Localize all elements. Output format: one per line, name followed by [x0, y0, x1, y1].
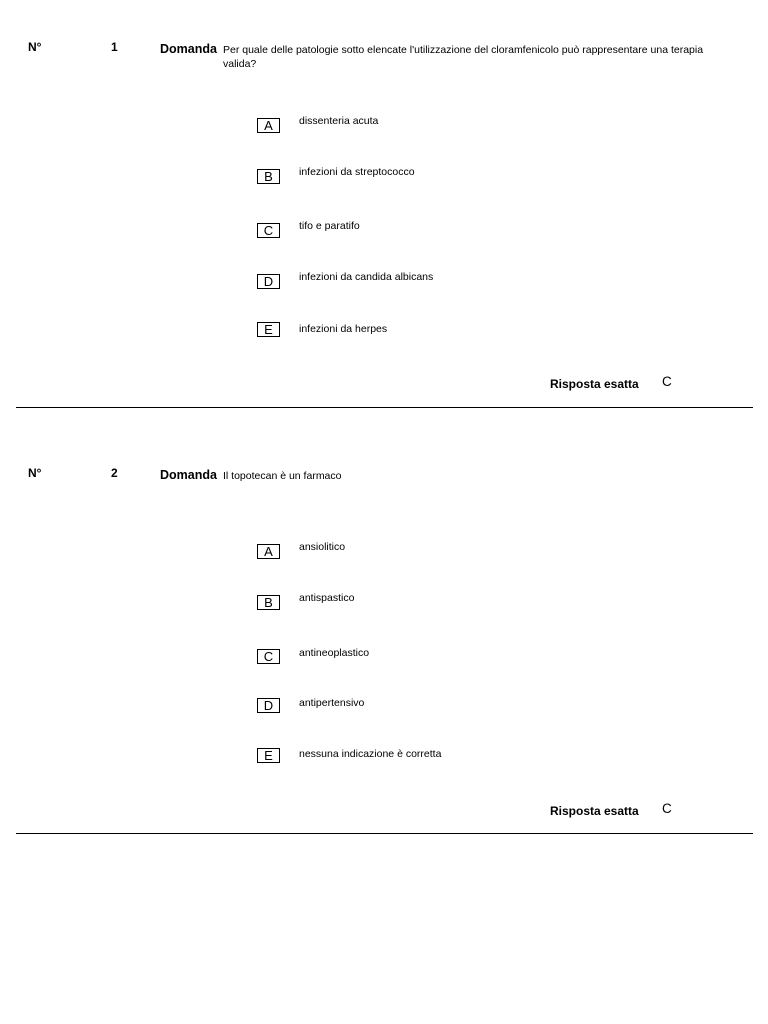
number-label: N°	[28, 466, 42, 480]
question-number: 2	[111, 466, 118, 480]
option-c-text: tifo e paratifo	[299, 220, 360, 232]
option-e-text: nessuna indicazione è corretta	[299, 748, 442, 760]
option-a-text: dissenteria acuta	[299, 115, 379, 127]
answer-value: C	[662, 374, 672, 389]
option-c-text: antineoplastico	[299, 647, 370, 659]
question-block-2	[0, 426, 768, 851]
number-label: N°	[28, 40, 42, 54]
option-a-box: A	[257, 544, 280, 559]
option-d-text: infezioni da candida albicans	[299, 271, 434, 283]
option-e-box: E	[257, 748, 280, 763]
option-a-text: ansiolitico	[299, 541, 346, 553]
question-text: Il topotecan è un farmaco	[223, 470, 342, 482]
option-d-box: D	[257, 274, 280, 289]
option-b-box: B	[257, 595, 280, 610]
question-number: 1	[111, 40, 118, 54]
option-e-text: infezioni da herpes	[299, 323, 388, 335]
answer-label: Risposta esatta	[550, 377, 639, 391]
answer-label: Risposta esatta	[550, 804, 639, 818]
question-block-1	[0, 0, 768, 425]
option-d-box: D	[257, 698, 280, 713]
option-d-text: antipertensivo	[299, 697, 365, 709]
option-a-box: A	[257, 118, 280, 133]
option-b-text: antispastico	[299, 592, 355, 604]
question-label: Domanda	[160, 468, 217, 482]
answer-value: C	[662, 801, 672, 816]
question-label: Domanda	[160, 42, 217, 56]
question-text: Per quale delle patologie sotto elencate l'utilizzazione del cloramfenicolo può rappresentare una terapia valida?	[223, 44, 704, 70]
option-e-box: E	[257, 322, 280, 337]
option-c-box: C	[257, 223, 280, 238]
option-c-box: C	[257, 649, 280, 664]
separator-line	[16, 407, 753, 408]
option-b-box: B	[257, 169, 280, 184]
option-b-text: infezioni da streptococco	[299, 166, 415, 178]
separator-line	[16, 833, 753, 834]
